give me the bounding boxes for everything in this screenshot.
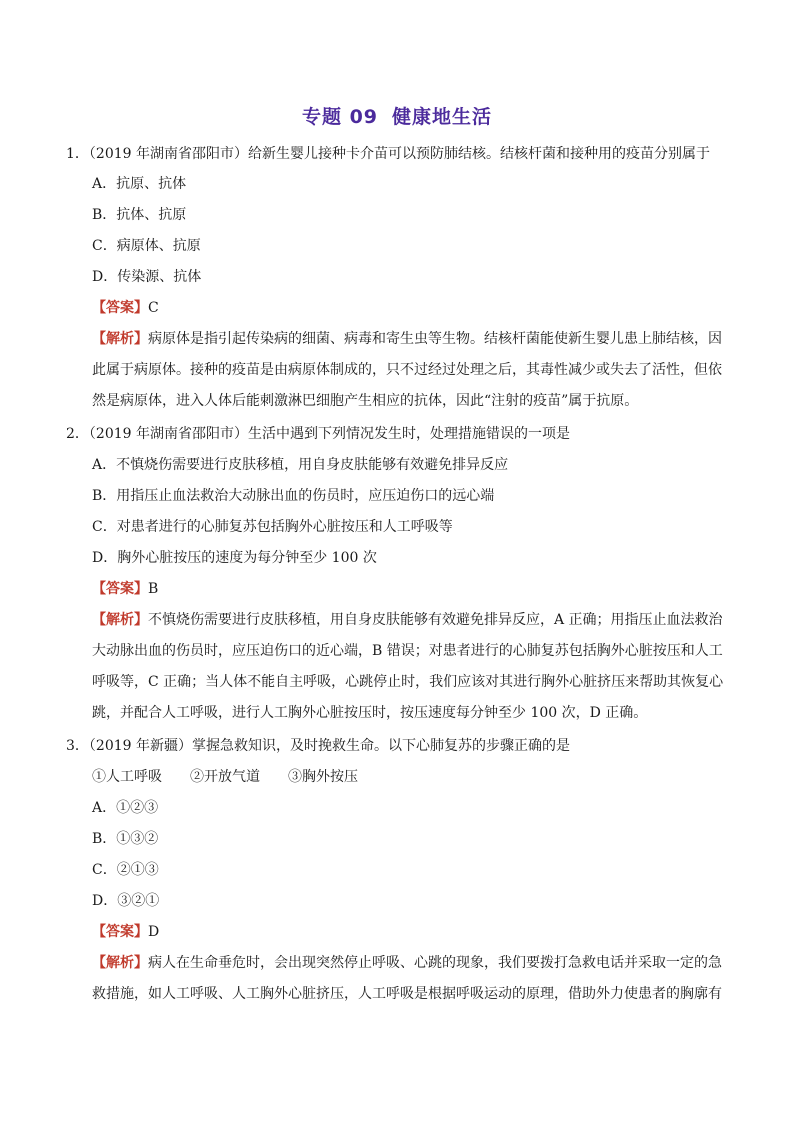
q2-option-c: C．对患者进行的心肺复苏包括胸外心脏按压和人工呼吸等 — [92, 519, 453, 535]
q1-option-d: D．传染源、抗体 — [92, 269, 202, 285]
answer-tag: 【答案】 — [92, 300, 148, 316]
q2-analysis-line-4: 跳，并配合人工呼吸，进行人工胸外心脏按压时，按压速度每分钟至少 100 次，D 正确。 — [92, 705, 648, 721]
q3-answer-value: D — [148, 924, 160, 940]
analysis-tag: 【解析】 — [92, 612, 148, 628]
q3-answer — [92, 922, 159, 942]
q2-analysis-line-1 — [92, 610, 723, 630]
q2-option-b: B．用指压止血法救治大动脉出血的伤员时，应压迫伤口的远心端 — [92, 488, 495, 504]
q1-analysis-line-3: 然是病原体，进入人体后能刺激淋巴细胞产生相应的抗体，因此“注射的疫苗”属于抗原。 — [92, 393, 639, 409]
title-prefix: 专题 09 — [301, 106, 379, 128]
q2-analysis-line-3: 呼吸等，C 正确；当人体不能自主呼吸，心跳停止时，我们应该对其进行胸外心脏挤压来帮助其恢复心 — [92, 674, 724, 690]
q2-analysis-line-2: 大动脉出血的伤员时，应压迫伤口的近心端，B 错误；对患者进行的心肺复苏包括胸外心脏按压和人工 — [92, 643, 723, 659]
q1-answer — [92, 298, 159, 318]
q2-option-a: A．不慎烧伤需要进行皮肤移植，用自身皮肤能够有效避免排异反应 — [92, 457, 509, 473]
q2-answer-value: B — [148, 581, 159, 597]
q1-option-c: C．病原体、抗原 — [92, 238, 201, 254]
q1-answer-value: C — [148, 300, 159, 316]
q2-answer — [92, 579, 158, 599]
q3-analysis-line-1 — [92, 953, 722, 973]
q3-steps: ①人工呼吸 ②开放气道 ③胸外按压 — [92, 769, 358, 785]
q1-analysis-line-1 — [92, 329, 722, 349]
title-main: 健康地生活 — [392, 106, 493, 128]
q2-stem: 2．（2019 年湖南省邵阳市）生活中遇到下列情况发生时，处理措施错误的一项是 — [66, 426, 570, 442]
q1-stem: 1．（2019 年湖南省邵阳市）给新生婴儿接种卡介苗可以预防肺结核。结核杆菌和接种用的疫苗分别属于 — [66, 146, 710, 162]
analysis-tag: 【解析】 — [92, 955, 148, 971]
q1-option-a: A．抗原、抗体 — [92, 176, 187, 192]
q3-option-a: A．①②③ — [92, 800, 159, 816]
analysis-tag: 【解析】 — [92, 331, 148, 347]
q2-option-d: D．胸外心脏按压的速度为每分钟至少 100 次 — [92, 550, 377, 566]
q2-analysis-text-1: 不慎烧伤需要进行皮肤移植，用自身皮肤能够有效避免排异反应，A 正确；用指压止血法救治 — [148, 612, 723, 628]
q1-analysis-text-1: 病原体是指引起传染病的细菌、病毒和寄生虫等生物。结核杆菌能使新生婴儿患上肺结核，因 — [148, 331, 722, 347]
q3-option-d: D．③②① — [92, 893, 160, 909]
q3-option-b: B．①③② — [92, 831, 159, 847]
q3-analysis-line-2: 救措施，如人工呼吸、人工胸外心脏挤压，人工呼吸是根据呼吸运动的原理，借助外力使患者的胸廓有 — [92, 986, 722, 1002]
q3-stem: 3．（2019 年新疆）掌握急救知识，及时挽救生命。以下心肺复苏的步骤正确的是 — [66, 738, 570, 754]
answer-tag: 【答案】 — [92, 581, 148, 597]
q3-option-c: C．②①③ — [92, 862, 159, 878]
q1-analysis-line-2: 此属于病原体。接种的疫苗是由病原体制成的，只不过经过处理之后，其毒性减少或失去了活性，但依 — [92, 362, 722, 378]
answer-tag: 【答案】 — [92, 924, 148, 940]
q1-option-b: B．抗体、抗原 — [92, 207, 187, 223]
q3-analysis-text-1: 病人在生命垂危时，会出现突然停止呼吸、心跳的现象，我们要拨打急救电话并采取一定的急 — [148, 955, 722, 971]
page-title — [0, 102, 794, 129]
